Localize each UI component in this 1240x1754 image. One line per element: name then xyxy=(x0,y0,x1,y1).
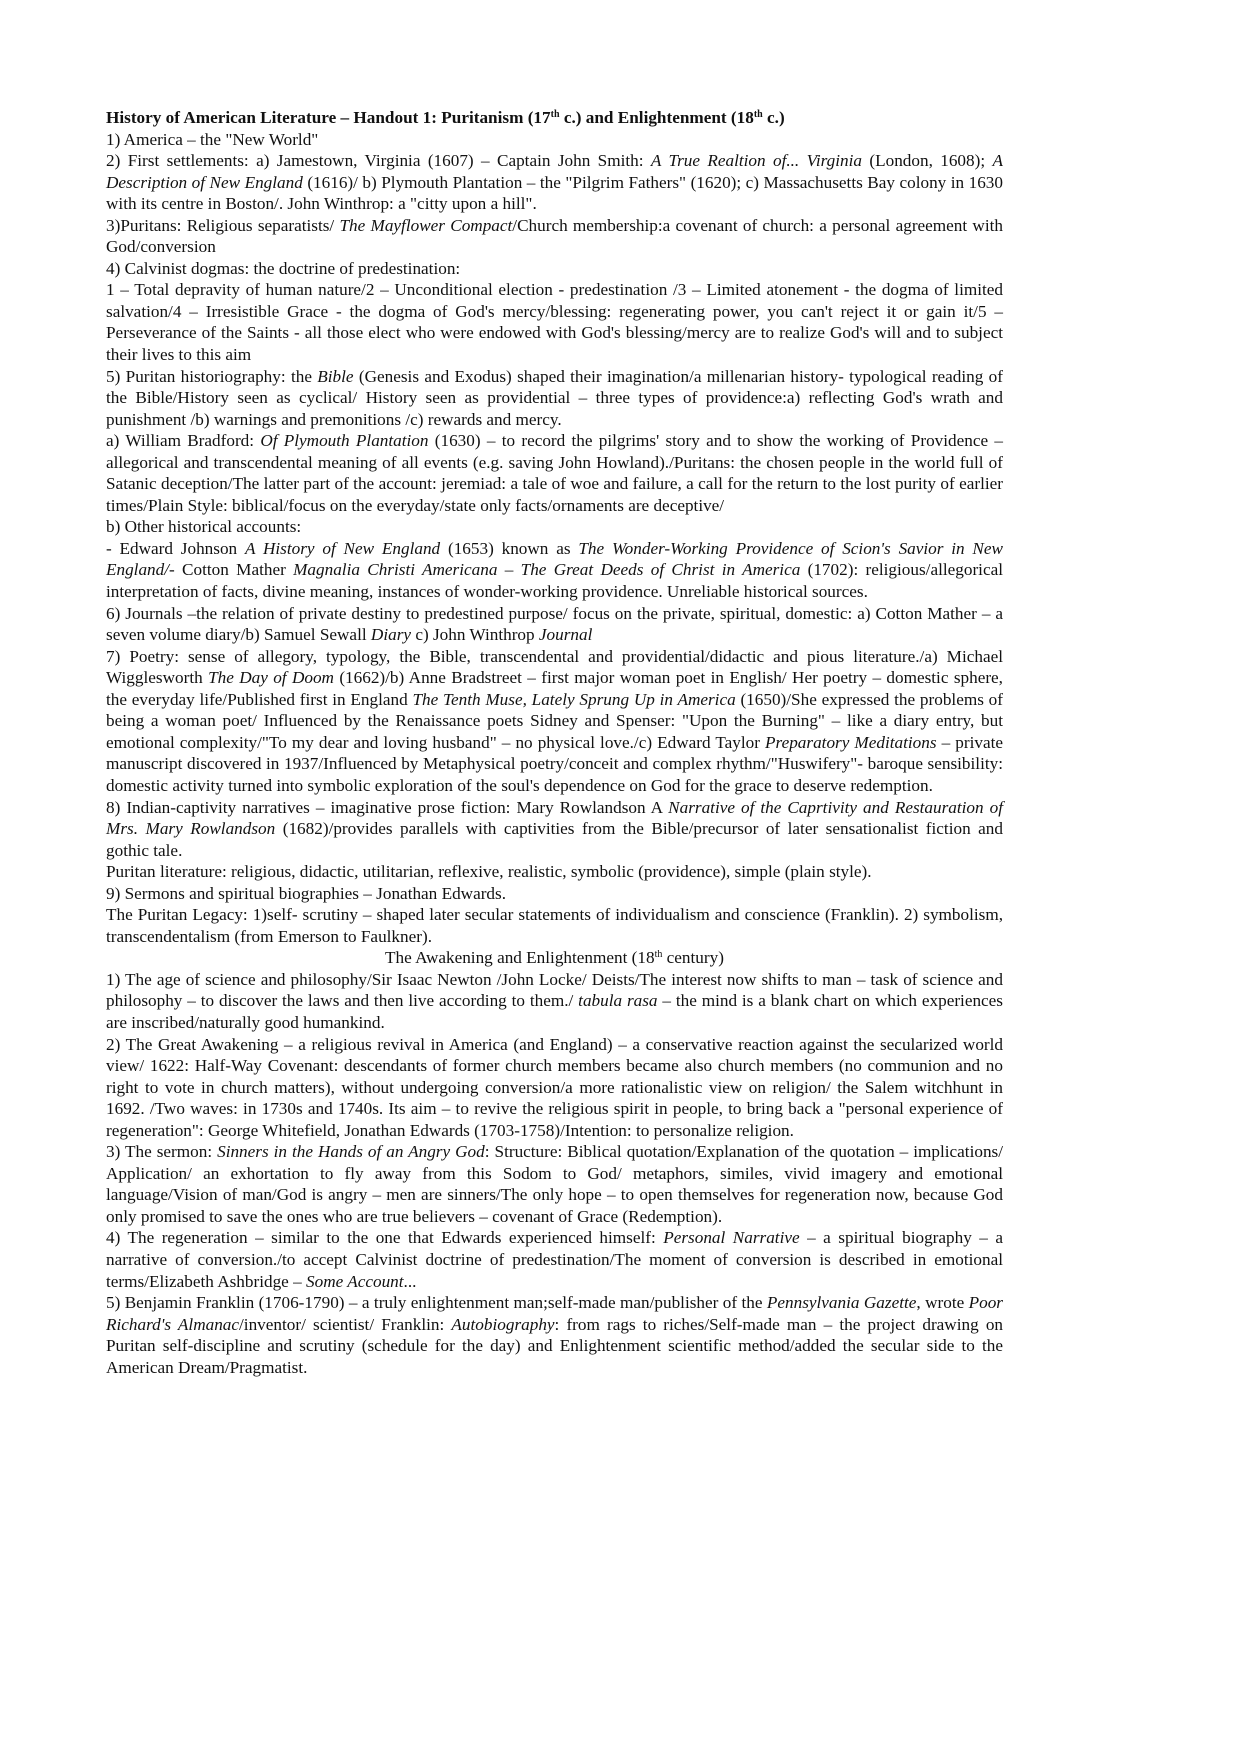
text-run: 9) Sermons and spiritual biographies – Jonathan Edwards. xyxy=(106,883,507,903)
paragraph xyxy=(106,1227,1003,1292)
paragraph xyxy=(106,603,1003,646)
italic-title-text: Some Account xyxy=(306,1271,404,1291)
italic-title-text: Narrative of the Caprtivity and Restauration of Mrs. Mary Rowlandson xyxy=(106,797,1003,839)
text-run: (1702): religious/allegorical interpretation of facts, divine meaning, instances of wonder-working providence. Unreliable historical sources. xyxy=(106,560,1003,602)
text-run: The Puritan Legacy: 1)self- scrutiny – shaped later secular statements of individualism and conscience (Franklin). 2) symbolism, transcendentalism (from Emerson to Faulkner). xyxy=(106,905,1003,946)
italic-title-text: Pennsylvania Gazette xyxy=(766,1293,917,1313)
text-run: 2) The Great Awakening – a religious revival in America (and England) – a conservative reaction against the secularized world view/ 1622: Half-Way Covenant: descendants of former church members became also church members (no communion and no right to vote in church matters), without undergoing conversion/a more rationalistic view on religion/ the Salem witchhunt in 1692. /Two waves: in 1730s and 1740s. Its aim – to revive the religious spirit in people, to bring back a "personal experience of regeneration": George Whitefield, Jonathan Edwards (1703-1758)/Intention: to personalize religion. xyxy=(106,1034,1003,1140)
text-run: , wrote xyxy=(916,1293,969,1313)
paragraph xyxy=(106,366,1003,431)
paragraph xyxy=(106,1292,1003,1378)
paragraph xyxy=(106,129,1003,151)
text-run: – a spiritual biography – a narrative of conversion./to accept Calvinist doctrine of predestination/The moment of conversion is described in emotional terms/Elizabeth Ashbridge – xyxy=(106,1228,1003,1291)
italic-title-text: Journal xyxy=(538,625,593,645)
paragraph xyxy=(106,516,1003,538)
text-run: (1682)/provides parallels with captivities from the Bible/precursor of later sensationalist fiction and gothic tale. xyxy=(106,819,1003,860)
paragraph xyxy=(106,430,1003,516)
text-run: c.) and Enlightenment (18 xyxy=(559,108,754,127)
italic-title-text: Diary xyxy=(370,625,412,645)
italic-title-text: Sinners in the Hands of an Angry God xyxy=(217,1142,485,1162)
paragraph xyxy=(106,215,1003,258)
text-run: ... xyxy=(403,1271,417,1291)
italic-title-text: Of Plymouth Plantation xyxy=(260,431,429,451)
text-run: 1 – Total depravity of human nature/2 – Unconditional election - predestination /3 – Limited atonement - the dogma of limited salvation/4 – Irresistible Grace - the dogma of God's mercy/blessing: regenerating power, you can't reject it or gain it/5 – Perseverance of the Saints - all those elect who were endowed with God's blessing/mercy are to realize God's will and to subject their lives to this aim xyxy=(106,280,1003,365)
text-run: 5) Benjamin Franklin (1706-1790) – a truly enlightenment man;self-made man/publisher of the xyxy=(106,1293,767,1313)
text-run: History of American Literature – Handout 1: Puritanism (17 xyxy=(106,108,551,127)
text-run: 4) Calvinist dogmas: the doctrine of predestination: xyxy=(106,258,461,278)
text-run: /inventor/ scientist/ Franklin: xyxy=(239,1314,452,1334)
paragraph xyxy=(106,797,1003,862)
section-heading xyxy=(106,947,1003,969)
text-run: – private manuscript discovered in 1937/Influenced by Metaphysical poetry/conceit and complex rhythm/"Huswifery"- baroque sensibility: domestic activity turned into symbolic exploration of the soul's dependence on God for the grace to deserve redemption. xyxy=(106,732,1003,795)
text-run: c.) xyxy=(762,108,785,127)
paragraph xyxy=(106,1141,1003,1227)
handout-document xyxy=(106,107,1003,1378)
text-run: – the mind is a blank chart on which experiences are inscribed/naturally good humankind. xyxy=(106,991,1003,1032)
text-run: century) xyxy=(662,948,724,968)
italic-title-text: A True Realtion of... Virginia xyxy=(650,151,862,171)
text-run: (1616)/ b) Plymouth Plantation – the "Pilgrim Fathers" (1620); c) Massachusetts Bay colony in 1630 with its centre in Boston/. John Winthrop: a "citty upon a hill". xyxy=(106,172,1003,214)
paragraph xyxy=(106,538,1003,603)
text-run: Puritan literature: religious, didactic, utilitarian, reflexive, realistic, symbolic (providence), simple (plain style). xyxy=(106,862,872,882)
document-title xyxy=(106,107,1003,129)
paragraph xyxy=(106,861,1003,883)
text-run: 2) First settlements: a) Jamestown, Virginia (1607) – Captain John Smith: xyxy=(106,151,651,171)
italic-title-text: The Tenth Muse, Lately Sprung Up in America xyxy=(412,689,736,709)
text-run: 4) The regeneration – similar to the one that Edwards experienced himself: xyxy=(106,1228,664,1248)
italic-title-text: Bible xyxy=(317,366,354,386)
text-run: (1650)/She expressed the problems of being a woman poet/ Influenced by the Renaissance poets Sidney and Spenser: "Upon the Burning" – like a diary entry, but emotional complexity/"To my dear and loving husband" – no physical love./c) Edward Taylor xyxy=(106,689,1003,752)
italic-title-text: Magnalia Christi Americana – The Great Deeds of Christ in America xyxy=(293,560,801,580)
text-run: 1) The age of science and philosophy/Sir Isaac Newton /John Locke/ Deists/The interest now shifts to man – task of science and philosophy – to discover the laws and then live according to them./ xyxy=(106,969,1003,1011)
text-run: /Church membership:a covenant of church: a personal agreement with God/conversion xyxy=(106,215,1003,257)
text-run: (1662)/b) Anne Bradstreet – first major woman poet in English/ Her poetry – domestic sphere, the everyday life/Published first in England xyxy=(106,668,1003,709)
paragraph xyxy=(106,279,1003,365)
text-run: c) John Winthrop xyxy=(411,625,539,645)
italic-title-text: Preparatory Meditations xyxy=(765,732,937,752)
italic-title-text: The Mayflower Compact xyxy=(339,215,513,235)
paragraph xyxy=(106,904,1003,947)
text-run: b) Other historical accounts: xyxy=(106,517,302,537)
italic-title-text: The Wonder-Working Providence of Scion's Savior in New England/ xyxy=(106,538,1003,580)
text-run: - Cotton Mather xyxy=(169,560,294,580)
text-run: 8) Indian-captivity narratives – imaginative prose fiction: Mary Rowlandson A xyxy=(106,797,669,817)
italic-title-text: Poor Richard's Almanac xyxy=(106,1293,1003,1334)
text-run: 1) America – the "New World" xyxy=(106,129,319,149)
italic-title-text: Autobiography xyxy=(451,1314,555,1334)
text-run: 6) Journals –the relation of private destiny to predestined purpose/ focus on the private, spiritual, domestic: a) Cotton Mather – a seven volume diary/b) Samuel Sewall xyxy=(106,603,1003,645)
italic-title-text: The Day of Doom xyxy=(208,668,334,688)
italic-title-text: Personal Narrative xyxy=(663,1228,800,1248)
text-run: 3)Puritans: Religious separatists/ xyxy=(106,215,340,235)
text-run: - Edward Johnson xyxy=(106,538,245,558)
text-run: (Genesis and Exodus) shaped their imagination/a millenarian history- typological reading of the Bible/History seen as cyclical/ History seen as providential – three types of providence:a) reflecting God's wrath and punishment /b) warnings and premonitions /c) rewards and mercy. xyxy=(106,366,1003,429)
text-run: : Structure: Biblical quotation/Explanation of the quotation – implications/ Application/ an exhortation to fly away from this Sodom to God/ metaphors, similes, vivid imagery and emotional language/Vision of man/God is angry – men are sinners/The only hope – to open themselves for regeneration now, because God only promised to save the ones who are true believers – covenant of Grace (Redemption). xyxy=(106,1142,1003,1226)
paragraph xyxy=(106,258,1003,280)
text-run: a) William Bradford: xyxy=(106,431,261,451)
italic-title-text: A History of New England xyxy=(244,538,441,558)
text-run: 3) The sermon: xyxy=(106,1142,218,1162)
text-run: The Awakening and Enlightenment (18 xyxy=(385,948,655,968)
paragraph xyxy=(106,969,1003,1034)
text-run: (London, 1608); xyxy=(862,151,993,171)
italic-title-text: A Description of New England xyxy=(106,151,1003,192)
italic-title-text: tabula rasa xyxy=(578,991,658,1011)
paragraph xyxy=(106,1034,1003,1142)
superscript: th xyxy=(550,109,560,120)
paragraph xyxy=(106,883,1003,905)
text-run: : from rags to riches/Self-made man – the project drawing on Puritan self-discipline and scrutiny (schedule for the day) and Enlightenment scientific method/added the secular side to the American Dream/Pragmatist. xyxy=(106,1314,1004,1377)
text-run: 5) Puritan historiography: the xyxy=(106,366,318,386)
text-run: 7) Poetry: sense of allegory, typology, the Bible, transcendental and providential/didactic and pious literature./a) Michael Wigglesworth xyxy=(106,646,1003,688)
paragraph xyxy=(106,150,1003,215)
superscript: th xyxy=(654,949,663,961)
superscript: th xyxy=(753,109,763,120)
text-run: (1630) – to record the pilgrims' story and to show the working of Providence – allegorical and transcendental meaning of all events (e.g. saving John Howland)./Puritans: the chosen people in the world full of Satanic deception/The latter part of the account: jeremiad: a tale of woe and failure, a call for the return to the lost purity of earlier times/Plain Style: biblical/focus on the everyday/state only facts/ornaments are deceptive/ xyxy=(106,431,1003,515)
text-run: (1653) known as xyxy=(440,538,579,558)
paragraph xyxy=(106,646,1003,797)
